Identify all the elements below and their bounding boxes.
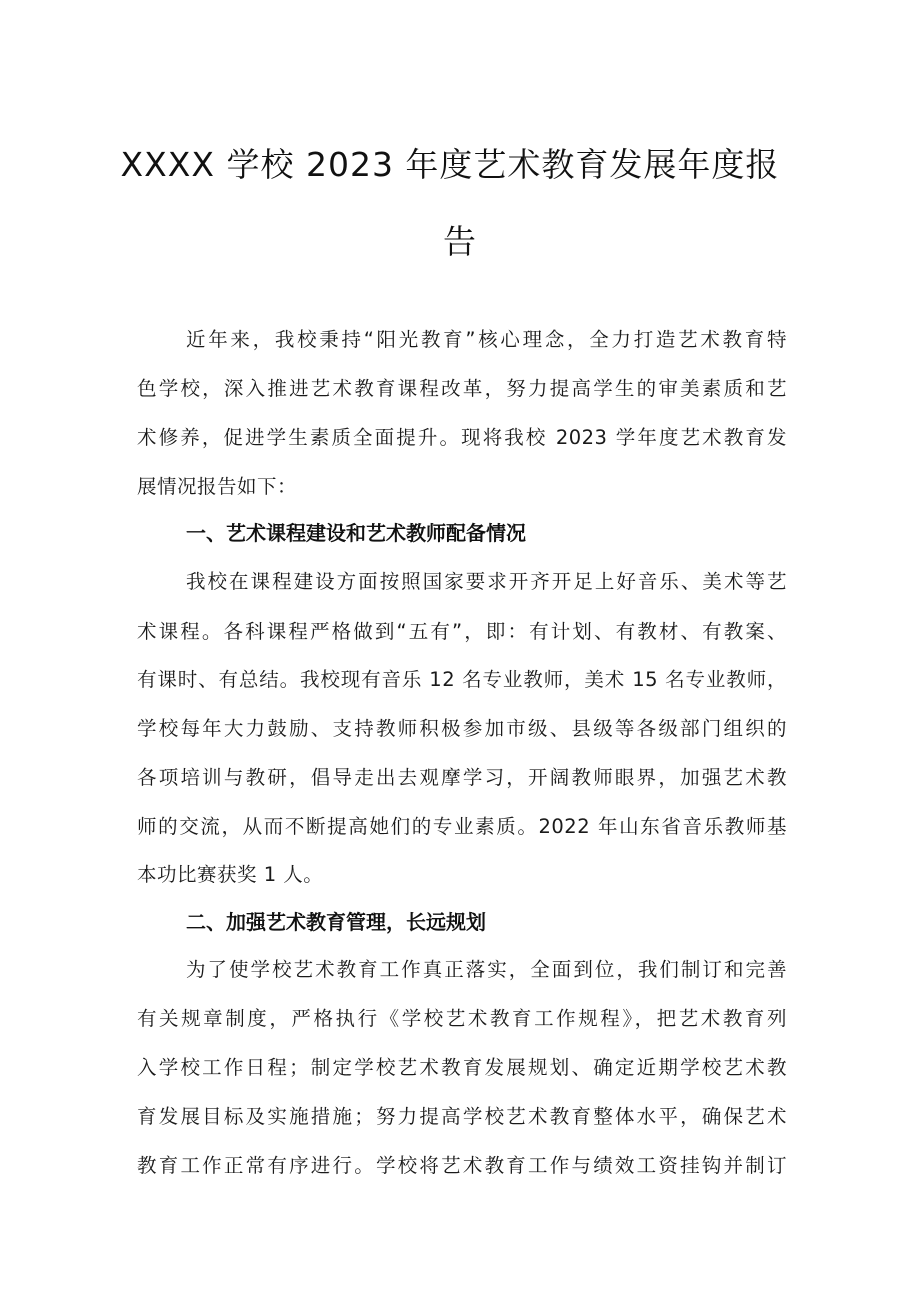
paragraph-line: 为了使学校艺术教育工作真正落实，全面到位，我们制订和完善 [186, 958, 787, 981]
paragraph-line: 师的交流，从而不断提高她们的专业素质。2022 年山东省音乐教师基 [137, 815, 787, 838]
intro-line: 近年来，我校秉持“阳光教育”核心理念，全力打造艺术教育特 [186, 328, 787, 351]
document-title-line-1: XXXX 学校 2023 年度艺术教育发展年度报 [120, 145, 780, 184]
paragraph-line: 有课时、有总结。我校现有音乐 12 名专业教师，美术 15 名专业教师， [137, 668, 787, 691]
intro-line: 术修养，促进学生素质全面提升。现将我校 2023 学年度艺术教育发 [137, 426, 787, 449]
paragraph-line: 有关规章制度，严格执行《学校艺术教育工作规程》，把艺术教育列 [137, 1007, 787, 1030]
paragraph-line: 入学校工作日程；制定学校艺术教育发展规划、确定近期学校艺术教 [137, 1056, 787, 1079]
section-heading: 二、加强艺术教育管理，长远规划 [186, 910, 486, 934]
paragraph-line: 学校每年大力鼓励、支持教师积极参加市级、县级等各级部门组织的 [137, 717, 787, 740]
paragraph-line: 我校在课程建设方面按照国家要求开齐开足上好音乐、美术等艺 [186, 570, 787, 593]
paragraph-line: 术课程。各科课程严格做到“五有”，即：有计划、有教材、有教案、 [137, 620, 787, 643]
document-title-line-2: 告 [443, 222, 477, 261]
paragraph-line: 育发展目标及实施措施；努力提高学校艺术教育整体水平，确保艺术 [137, 1105, 787, 1128]
intro-line: 展情况报告如下： [137, 475, 298, 498]
paragraph-line: 各项培训与教研，倡导走出去观摩学习，开阔教师眼界，加强艺术教 [137, 766, 787, 789]
intro-line: 色学校，深入推进艺术教育课程改革，努力提高学生的审美素质和艺 [137, 377, 787, 400]
paragraph-line: 教育工作正常有序进行。学校将艺术教育工作与绩效工资挂钩并制订 [137, 1154, 787, 1177]
paragraph-line: 本功比赛获奖 1 人。 [137, 863, 324, 886]
section-heading: 一、艺术课程建设和艺术教师配备情况 [186, 521, 526, 545]
